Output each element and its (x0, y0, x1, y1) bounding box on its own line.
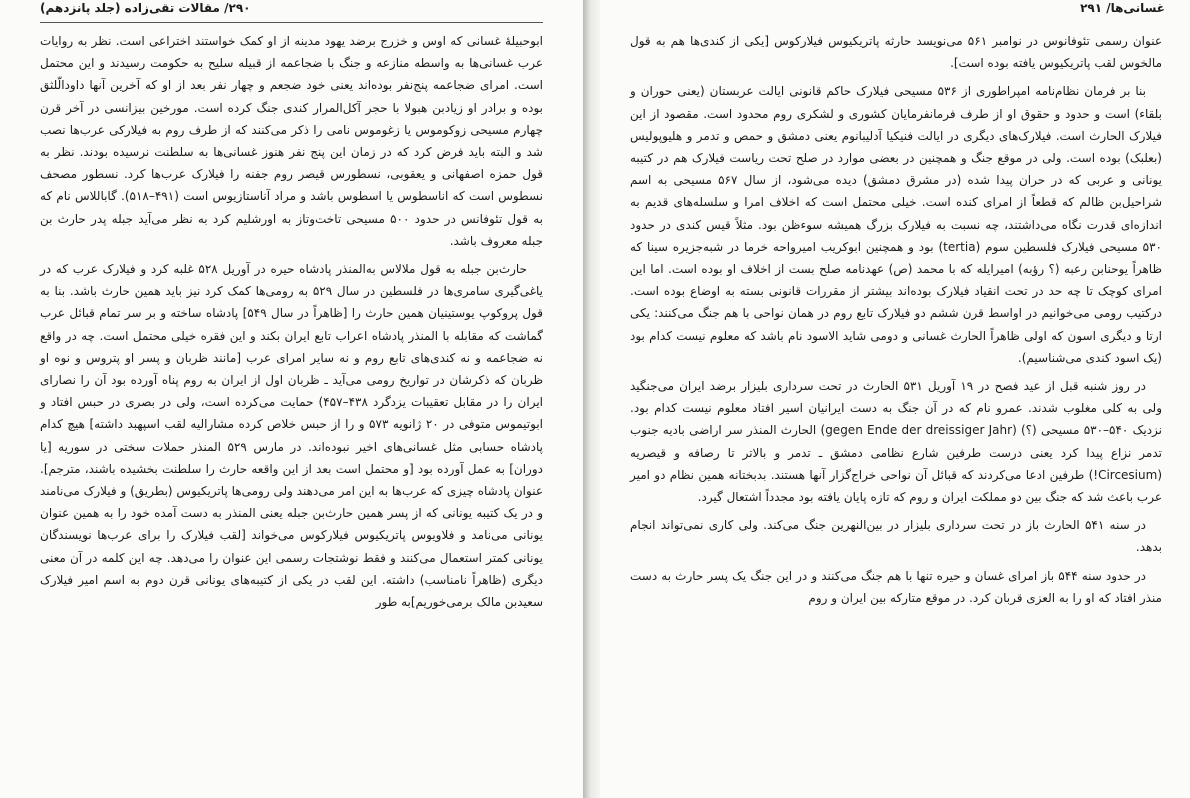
right-text-block (630, 30, 1162, 615)
right-page (600, 0, 1190, 798)
left-paragraph-1: ابوحبیلۀ غسانی که اوس و خزرج برضد یهود مدینه از او کمک خواستند اختراعی است. نظر به روایات عرب غسانی‌ها به واسطه منازعه و جنگ با ضجاعمه از قبیله سلیح به حکومت رسیدند و این محتمل است. امرای ضجاعمه پنج‌نفر بوده‌اند یعنی خود ضجعم و چهار نفر بعد از او که آخرین آنها داودالّلثق بوده و برادر او زیادبن هبولا با حجر آکل‌المرار کندی جنگ کرده است. مورخین بیزانسی در آخر قرن چهارم مسیحی زوکوموس یا زغوموس نامی را ذکر می‌کنند که از طرف روم به فیلارکی عرب‌ها نصب شد و البته باید فرض کرد که در زمان این پنج نفر هنوز غسانی‌ها به سلطنت نرسیده بودند. نظر به قول حمزه اصفهانی و یعقوبی، نسطورس قیصر روم جفنه را فیلارک عرب‌ها کرد. نسطور مصحف نسطوس است که اناسطوس یا اسطوس باشد و مراد آناستازیوس است (۴۹۱–۵۱۸). گاباللاس نام که به قول تئوفانس در حدود ۵۰۰ مسیحی تاخت‌وتاز به اورشلیم کرد به نظر می‌آید جبله پدر حارث بن جبله معروف باشد. (40, 34, 544, 248)
right-paragraph-3: در روز شنبه قبل از عید فصح در ۱۹ آوریل ۵۳۱ الحارث در تحت سرداری بلیزار برضد ایران می‌جنگید ولی به کلی مغلوب شدند. عمرو نام که در آن جنگ به دست ایرانیان اسیر افتاد معلوم نیست کدام بود. نزدیک ۵۴۰–۵۳۰ مسیحی (؟) (gegen Ende der dreissiger Jahr) الحارث المنذر سر اراضی بادیه جنوب تدمر نزاع پیدا کرد یعنی درست طرفین شارع نظامی دمشق ـ تدمر و بالاتر تا رصافه و قیصریه (Circesium!) طرفین ادعا می‌کردند که قبائل آن نواحی خراج‌گزار آنها هستند. بدبختانه همین نظام دو امیر عرب باعث شد که جنگ بین دو مملکت ایران و روم که تازه پایان یافته بود مجدداً اشتعال گیرد. (630, 379, 1162, 505)
page-gutter (583, 0, 600, 798)
right-paragraph-4: در سنه ۵۴۱ الحارث باز در تحت سرداری بلیزار در بین‌النهرین جنگ می‌کند. ولی کاری نمی‌تواند انجام بدهد. (630, 518, 1162, 555)
right-paragraph-2: بنا بر فرمان نظام‌نامه امپراطوری از ۵۳۶ مسیحی فیلارک حاکم قانونی ایالت عربستان (یعنی حوران و بلقاء) است و حدود و حقوق او از طرف فرمانفرمایان کشوری و لشکری روم محدود است. مقصود از این فیلارک الحارث است. فیلارک‌های دیگری در ایالت فنیکیا آدلیبانوم یعنی دمشق و حمص و تدمر و هلیوپولیس (بعلبک) بوده است. ولی در موقع جنگ و همچنین در بعضی موارد در صلح تحت ریاست فیلارک هم در کتیبه یونانی و عربی که در حران پیدا شده (در مشرق دمشق) دیده می‌شود، از سال ۵۶۷ مسیحی به اسم شراحیل‌بن ظالم که قطعاً از امرای کنده است. خیلی محتمل است که اخلاف امرا و سلسله‌های قدیم به اندازه‌ای قدرت نگاه می‌داشتند، چه نسبت به فیلارک بزرگ همیشه سوءظن بود. مثلاً قیس کندی در حدود ۵۳۰ مسیحی فیلارک فلسطین سوم (tertia) بود و همچنین ابوکریب امیرواحه خرما در شبه‌جزیره سینا که ظاهراً یوحنابن رعبه (؟ رؤبه) امیرایله که با محمد (ص) عهدنامه صلح بست از اخلاف او بوده است. اما این امرای کوچک تا چه حد در تحت انقیاد فیلارک بوده‌اند بیشتر از مقررات قانونی بسته به اوضاع بوده است. درکتیب رومی می‌خوانیم در اواسط قرن ششم دو فیلارک تابع روم در همان نواحی با هم جنگ می‌کنند: یکی ارتا و دیگری اسون که اولی ظاهراً الحارث غسانی و دومی شاید الاسود نام باشد که معلوم نیست کدام بود (یک اسود کندی می‌شناسیم). (630, 84, 1163, 365)
left-page (0, 0, 583, 798)
left-paragraph-2: حارث‌بن جبله به قول ملالاس به‌المنذر پادشاه حیره در آوریل ۵۲۸ غلبه کرد و فیلارک عرب که در یاغی‌گیری سامری‌ها در فلسطین در سال ۵۲۹ به رومی‌ها کمک کرد نیز باید همین حارث باشد. بنا به قول پروکوپ یوستینیان همین حارث را [ظاهراً در سال ۵۴۹] پادشاه ساخته و بر سر تمام قبائل عرب گماشت که مقابله با المنذر پادشاه اعراب تابع ایران بکند و این فقره خیلی محتمل است. چه در واقع نه ضجاعمه و نه کندی‌های تابع روم و نه سایر امرای عرب [مانند ظربان و پسر او پتروس و نوه او ظربان که ذکرشان در تواریخ رومی می‌آید ـ ظربان اول از ایران به روم پناه آورده بود آن را نصارای ایران را در مقابل تعقیبات یزدگرد ۴۳۸–۴۵۷) حمایت می‌کرده است، ولی در بصری در حبس افتاد و ابوتیموس متوفی در ۲۰ ژانویه ۵۷۳ و را از حبس خلاص کرده مشارالیه لقب اسپهبد داشته] هیچ کدام پادشاه حسابی مثل غسانی‌های اخیر نبوده‌اند. در مارس ۵۲۹ المنذر حملات سختی در سوریه [یا دوران] به عمل آورده بود [و محتمل است بعد از این واقعه حارث را سلطنت بخشیده باشند، مترجم]. عنوان پادشاه چیزی که عرب‌ها به این امر می‌دهند ولی رومی‌ها پاتریکیوس (بطریق) و فیلارک می‌نامند و در یک کتیبه یونانی که از پسر همین حارث‌بن جبله یعنی المنذر به دست آمده خود را به همین عنوان یونانی می‌نامد و فلاویوس پاتریکیوس فیلارکوس می‌خواند [لقب فیلارک را برای عرب‌ها نویسندگان یونانی کمتر استعمال می‌کنند و فقط نوشتجات رسمی این عنوان را می‌دهد. چه این کلمه در آن معنی دیگری (ظاهراً نامناسب) داشته. این لقب در یکی از کتیبه‌های یونانی قرن دوم به اسم امیر فیلارک سعیدبن مالک برمی‌خوریم]به طور (40, 262, 543, 610)
right-running-head: غسانی‌ها/ ۲۹۱ (1080, 1, 1165, 15)
left-text-block (40, 30, 543, 619)
right-paragraph-5: در حدود سنه ۵۴۴ باز امرای غسان و حیره تنها با هم جنگ می‌کنند و در این جنگ یک پسر حارث به دست منذر افتاد که او را به العزی قربان کرد. در موقع متارکه بین ایران و روم (630, 568, 1162, 605)
right-paragraph-1: عنوان رسمی تئوفانوس در نوامبر ۵۶۱ می‌نویسد حارثه پاتریکیوس فیلارکوس [یکی از کندی‌ها هم به قول مالخوس لقب پاتریکیوس یافته بوده است]. (630, 34, 1162, 71)
left-running-head: ۲۹۰/ مقالات تقی‌زاده (جلد پانزدهم) (40, 0, 543, 23)
